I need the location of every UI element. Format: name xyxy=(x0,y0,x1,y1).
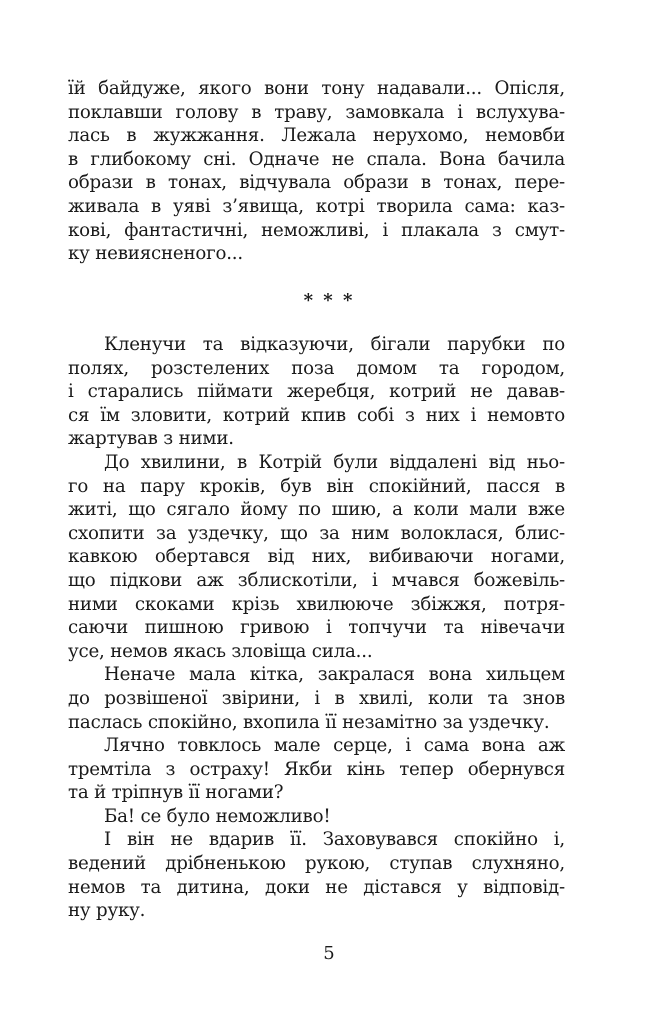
text-line: схопити за уздечку, що за ним волоклася, блис- xyxy=(68,522,565,544)
text-line: полях, розстелених поза домом та городом, xyxy=(68,357,565,379)
text-line: ку невиясненого... xyxy=(68,243,243,265)
text-line: кавкою обертався від них, вибиваючи ногами, xyxy=(68,546,565,568)
text-line: до розвішеної звірини, і в хвилі, коли та знов xyxy=(68,687,565,709)
text-line: ся їм зловити, котрий кпив собі з них і немовто xyxy=(68,404,565,426)
text-line: жартував з ними. xyxy=(68,428,234,450)
text-line: ведений дрібненькою рукою, ступав слухняно, xyxy=(68,853,565,875)
text-line: Кленучи та відказуючи, бігали парубки по xyxy=(104,334,565,355)
text-line: їй байдуже, якого вони тону надавали... Опісля, xyxy=(68,78,565,99)
text-line: лась в жужжання. Лежала нерухомо, немовби xyxy=(68,125,565,147)
text-line: саючи пишною гривою і топчучи та нівечачи xyxy=(68,617,565,639)
text-line: кові, фантастичні, неможливі, і плакала з смут- xyxy=(68,219,565,241)
text-line: поклавши голову в траву, замовкала і вслухува- xyxy=(68,101,565,123)
text-line: та й тріпнув її ногами? xyxy=(68,782,284,804)
page-number: 5 xyxy=(323,943,335,964)
section-separator: * * * xyxy=(303,290,355,311)
text-line: ними скоками крізь хвилююче збіжжя, потря- xyxy=(68,593,565,615)
text-line: Ба! се було неможливо! xyxy=(104,805,331,827)
text-line: живала в уяві з’явища, котрі творила сама: каз- xyxy=(68,195,565,217)
text-line: тремтіла з остраху! Якби кінь тепер обернувся xyxy=(68,758,565,780)
text-line: усе, немов якась зловіща сила... xyxy=(68,640,373,662)
text-line: го на пару кроків, був він спокійний, пасся в xyxy=(68,475,565,497)
text-line: До хвилини, в Котрій були віддалені від ньо- xyxy=(104,451,565,473)
text-line: в глибокому сні. Одначе не спала. Вона бачила xyxy=(68,148,565,170)
text-line: немов та дитина, доки не дістався у відповід- xyxy=(68,876,565,898)
text-line: Неначе мала кітка, закралася вона хильцем xyxy=(104,664,565,686)
text-line: образи в тонах, відчувала образи в тонах, пере- xyxy=(68,172,565,194)
text-line: І він не вдарив її. Заховувався спокійно і, xyxy=(104,829,565,851)
text-block-before-separator xyxy=(68,77,565,266)
text-line: житі, що сягало йому по шию, а коли мали вже xyxy=(68,499,565,521)
text-line: Лячно товклось мале серце, і сама вона аж xyxy=(104,735,565,757)
text-block-after-separator xyxy=(68,333,565,923)
text-line: ну руку. xyxy=(68,900,146,922)
text-line: що підкови аж зблискотіли, і мчався божевіль- xyxy=(68,569,565,591)
text-line: паслась спокійно, вхопила її незамітно за уздечку. xyxy=(68,711,550,733)
text-line: і старались піймати жеребця, котрий не давав- xyxy=(68,381,565,403)
